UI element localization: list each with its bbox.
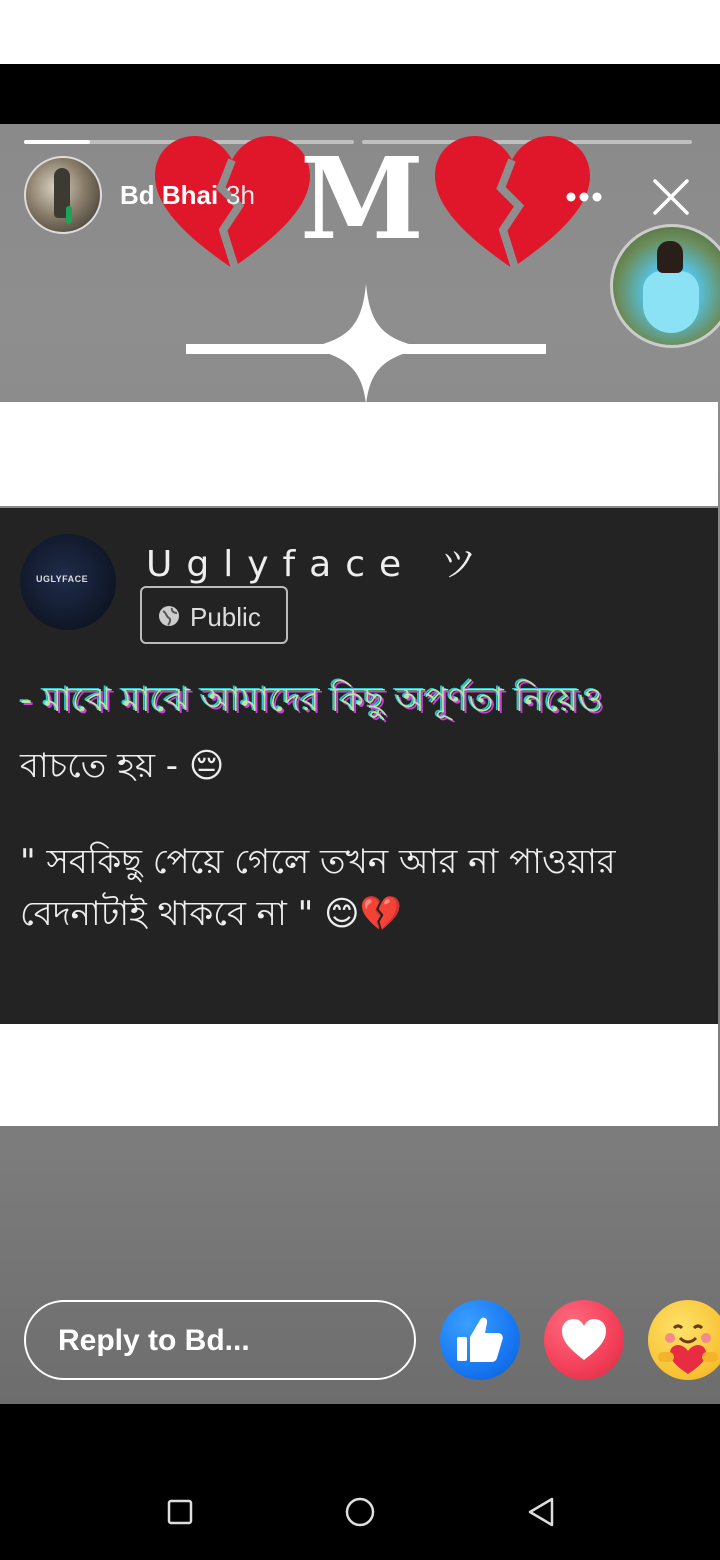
- story-viewer[interactable]: [0, 124, 720, 1404]
- care-reaction-button[interactable]: [648, 1300, 720, 1380]
- recents-icon[interactable]: [166, 1498, 194, 1526]
- post-text-line-1: - মাঝে মাঝে আমাদের কিছু অপূর্ণতা নিয়েও: [20, 680, 604, 720]
- like-reaction-button[interactable]: [440, 1300, 520, 1380]
- care-icon: [648, 1300, 720, 1380]
- next-story-thumbnail[interactable]: [610, 224, 720, 348]
- screenshot-bottom-margin: [0, 1024, 718, 1126]
- globe-icon: [158, 605, 180, 627]
- love-reaction-button[interactable]: [544, 1300, 624, 1380]
- home-icon[interactable]: [344, 1496, 376, 1528]
- post-author-avatar: [20, 534, 116, 630]
- post-author-name: Uglyface ツ: [146, 544, 491, 585]
- post-text-line-4: বেদনাটাই থাকবে না " 😊💔: [20, 894, 402, 934]
- system-nav-bar: [0, 1404, 720, 1560]
- author-name[interactable]: Bd Bhai: [120, 180, 219, 210]
- back-icon[interactable]: [526, 1496, 556, 1528]
- top-black-band: [0, 64, 720, 124]
- broken-heart-icon: [435, 136, 590, 276]
- author-avatar[interactable]: [24, 156, 102, 234]
- story-time: 3h: [226, 180, 255, 210]
- reply-input[interactable]: [24, 1300, 416, 1380]
- post-text-line-3: " সবকিছু পেয়ে গেলে তখন আর না পাওয়ার: [20, 842, 616, 882]
- status-bar: [0, 0, 720, 64]
- banner-letter: M: [300, 134, 422, 265]
- close-icon[interactable]: [652, 178, 690, 216]
- more-options-icon[interactable]: [566, 192, 602, 202]
- shared-post-card: [0, 506, 718, 1024]
- love-icon: [544, 1300, 624, 1380]
- like-icon: [440, 1300, 520, 1380]
- reply-placeholder: Reply to Bd...: [58, 1324, 250, 1357]
- post-avatar-logo: UGLYFACE: [36, 574, 89, 584]
- sparkle-divider-icon: [186, 284, 546, 404]
- post-text-line-2: বাচতে হয় - 😔: [20, 746, 225, 786]
- visibility-badge: [140, 586, 288, 644]
- visibility-label: Public: [190, 602, 261, 632]
- screenshot-top-margin: [0, 402, 718, 506]
